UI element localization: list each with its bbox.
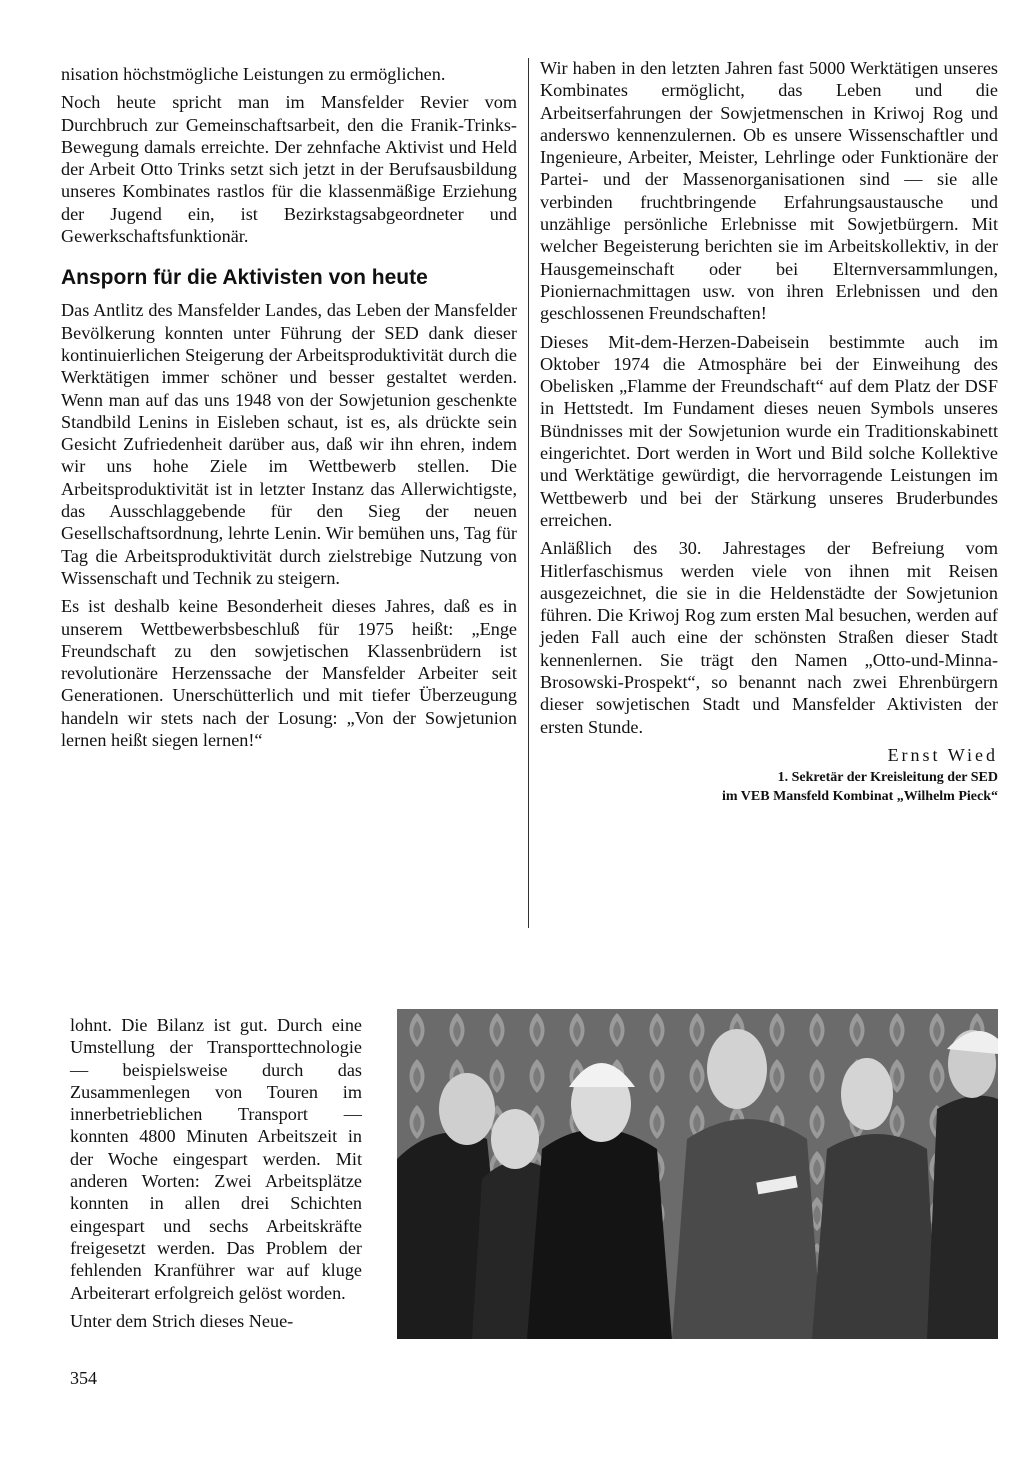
author-title-line: 1. Sekretär der Kreisleitung der SED [777,770,998,786]
author-name: Ernst Wied [887,744,998,765]
group-of-workers-photo [397,1009,998,1339]
paragraph: Das Antlitz des Mansfelder Landes, das Leben der Mansfelder Bevölkerung konnten unter Führung der SED dank dieser kontinuierlichen Steigerung der Arbeitsproduktivität durch die Werktätigen immer schöner und besser gestaltet werden. Wenn man auf das uns 1948 von der Sowjetunion geschenkte Standbild Lenins in Eisleben schaut, ist es, als drückte sein Gesicht Zufriedenheit darüber aus, daß wir ihn ehren, indem wir uns hohe Ziele im Wettbewerb stellen. Die Arbeitsproduktivität ist in letzter Instanz das Allerwichtigste, das Ausschlaggebende für den Sieg der neuen Gesellschaftsordnung, lehrte Lenin. Wir bemühen uns, Tag für Tag die Arbeitsproduktivität durch zielstrebige Nutzung von Wissenschaft und Technik zu steigern. [61,300,517,588]
section-heading: Ansporn für die Aktivisten von heute [61,266,428,290]
page-number: 354 [70,1368,97,1388]
paragraph: Noch heute spricht man im Mansfelder Revier vom Durchbruch zur Gemeinschaftsarbeit, den die Franik-Trinks-Bewegung damals erreichte. Der zehnfache Aktivist und Held der Arbeit Otto Trinks setzt sich jetzt in der Berufsausbildung unseres Kombinates rastlos für die klassenmäßige Erziehung der Jugend ein, ist Bezirkstagsabgeordneter und Gewerkschaftsfunktionär. [61,92,517,247]
left-column [61,63,517,757]
bottom-column [70,1014,362,1338]
paragraph: nisation höchstmögliche Leistungen zu ermöglichen. [61,64,446,84]
paragraph: Wir haben in den letzten Jahren fast 5000 Werktätigen unseres Kombinates ermöglicht, das Leben und die Arbeitserfahrungen der Sowjetmenschen in Kriwoj Rog und anderswo kennenzulernen. Ob es unsere Wissenschaftler und Ingenieure, Arbeiter, Meister, Lehrlinge oder Funktionäre der Partei- und der Massenorganisationen sind — sie alle verbinden fruchtbringende Erfahrungsaustausche und unzählige persönliche Erlebnisse mit Sowjetbürgern. Mit welcher Begeisterung berichten sie im Arbeitskollektiv, in der Hausgemeinschaft oder bei Elternversammlungen, Pioniernachmittagen usw. von ihren Erlebnissen und den geschlossenen Freundschaften! [540,58,998,324]
paragraph: Unter dem Strich dieses Neue- [70,1310,294,1331]
photo-illustration [397,1009,998,1339]
right-column [540,57,998,806]
paragraph: lohnt. Die Bilanz ist gut. Durch eine Umstellung der Transporttechnologie — beispielsweise durch das Zusammenlegen von Touren im innerbetrieblichen Transport — konnten 4800 Minuten Arbeitszeit in der Woche eingespart werden. Mit anderen Worten: Zwei Arbeitsplätze konnten in allen drei Schichten eingespart und sechs Arbeitskräfte freigesetzt werden. Das Problem der fehlenden Kranführer war auf kluge Arbeiterart erfolgreich gelöst worden. [70,1015,362,1303]
paragraph: Dieses Mit-dem-Herzen-Dabeisein bestimmte auch im Oktober 1974 die Atmosphäre bei der Einweihung des Obelisken „Flamme der Freundschaft“ auf dem Platz der DSF in Hettstedt. Im Fundament dieses neuen Symbols unseres Bündnisses mit der Sowjetunion wurde ein Traditionskabinett eingerichtet. Dort werden in Wort und Bild solche Kollektive und Werktätige gewürdigt, die hervorragende Leistungen im Wettbewerb und bei der Stärkung unseres Bruderbundes erreichen. [540,331,998,530]
author-title-line: im VEB Mansfeld Kombinat „Wilhelm Pieck“ [722,789,998,805]
paragraph: Anläßlich des 30. Jahrestages der Befreiung vom Hitlerfaschismus werden viele von ihnen mit Reisen ausgezeichnet, die sie in die Heldenstädte der Sowjetunion führen. Die Kriwoj Rog zum ersten Mal besuchen, werden auf jeden Fall auch eine der schönsten Straßen dieser Stadt kennenlernen. Sie trägt den Namen „Otto-und-Minna-Brosowski-Prospekt“, so benannt nach zwei Ehrenbürgern dieser sowjetischen Stadt und Mansfelder Aktivisten der ersten Stunde. [540,538,998,737]
column-divider [528,58,529,928]
paragraph: Es ist deshalb keine Besonderheit dieses Jahres, daß es in unserem Wettbewerbsbeschluß für 1975 heißt: „Enge Freundschaft zu den sowjetischen Klassenbrüdern ist revolutionäre Herzenssache der Mansfelder Arbeiter seit Generationen. Unerschütterlich und mit tiefer Überzeugung handeln wir stets nach der Losung: „Von der Sowjetunion lernen heißt siegen lernen!“ [61,596,517,751]
